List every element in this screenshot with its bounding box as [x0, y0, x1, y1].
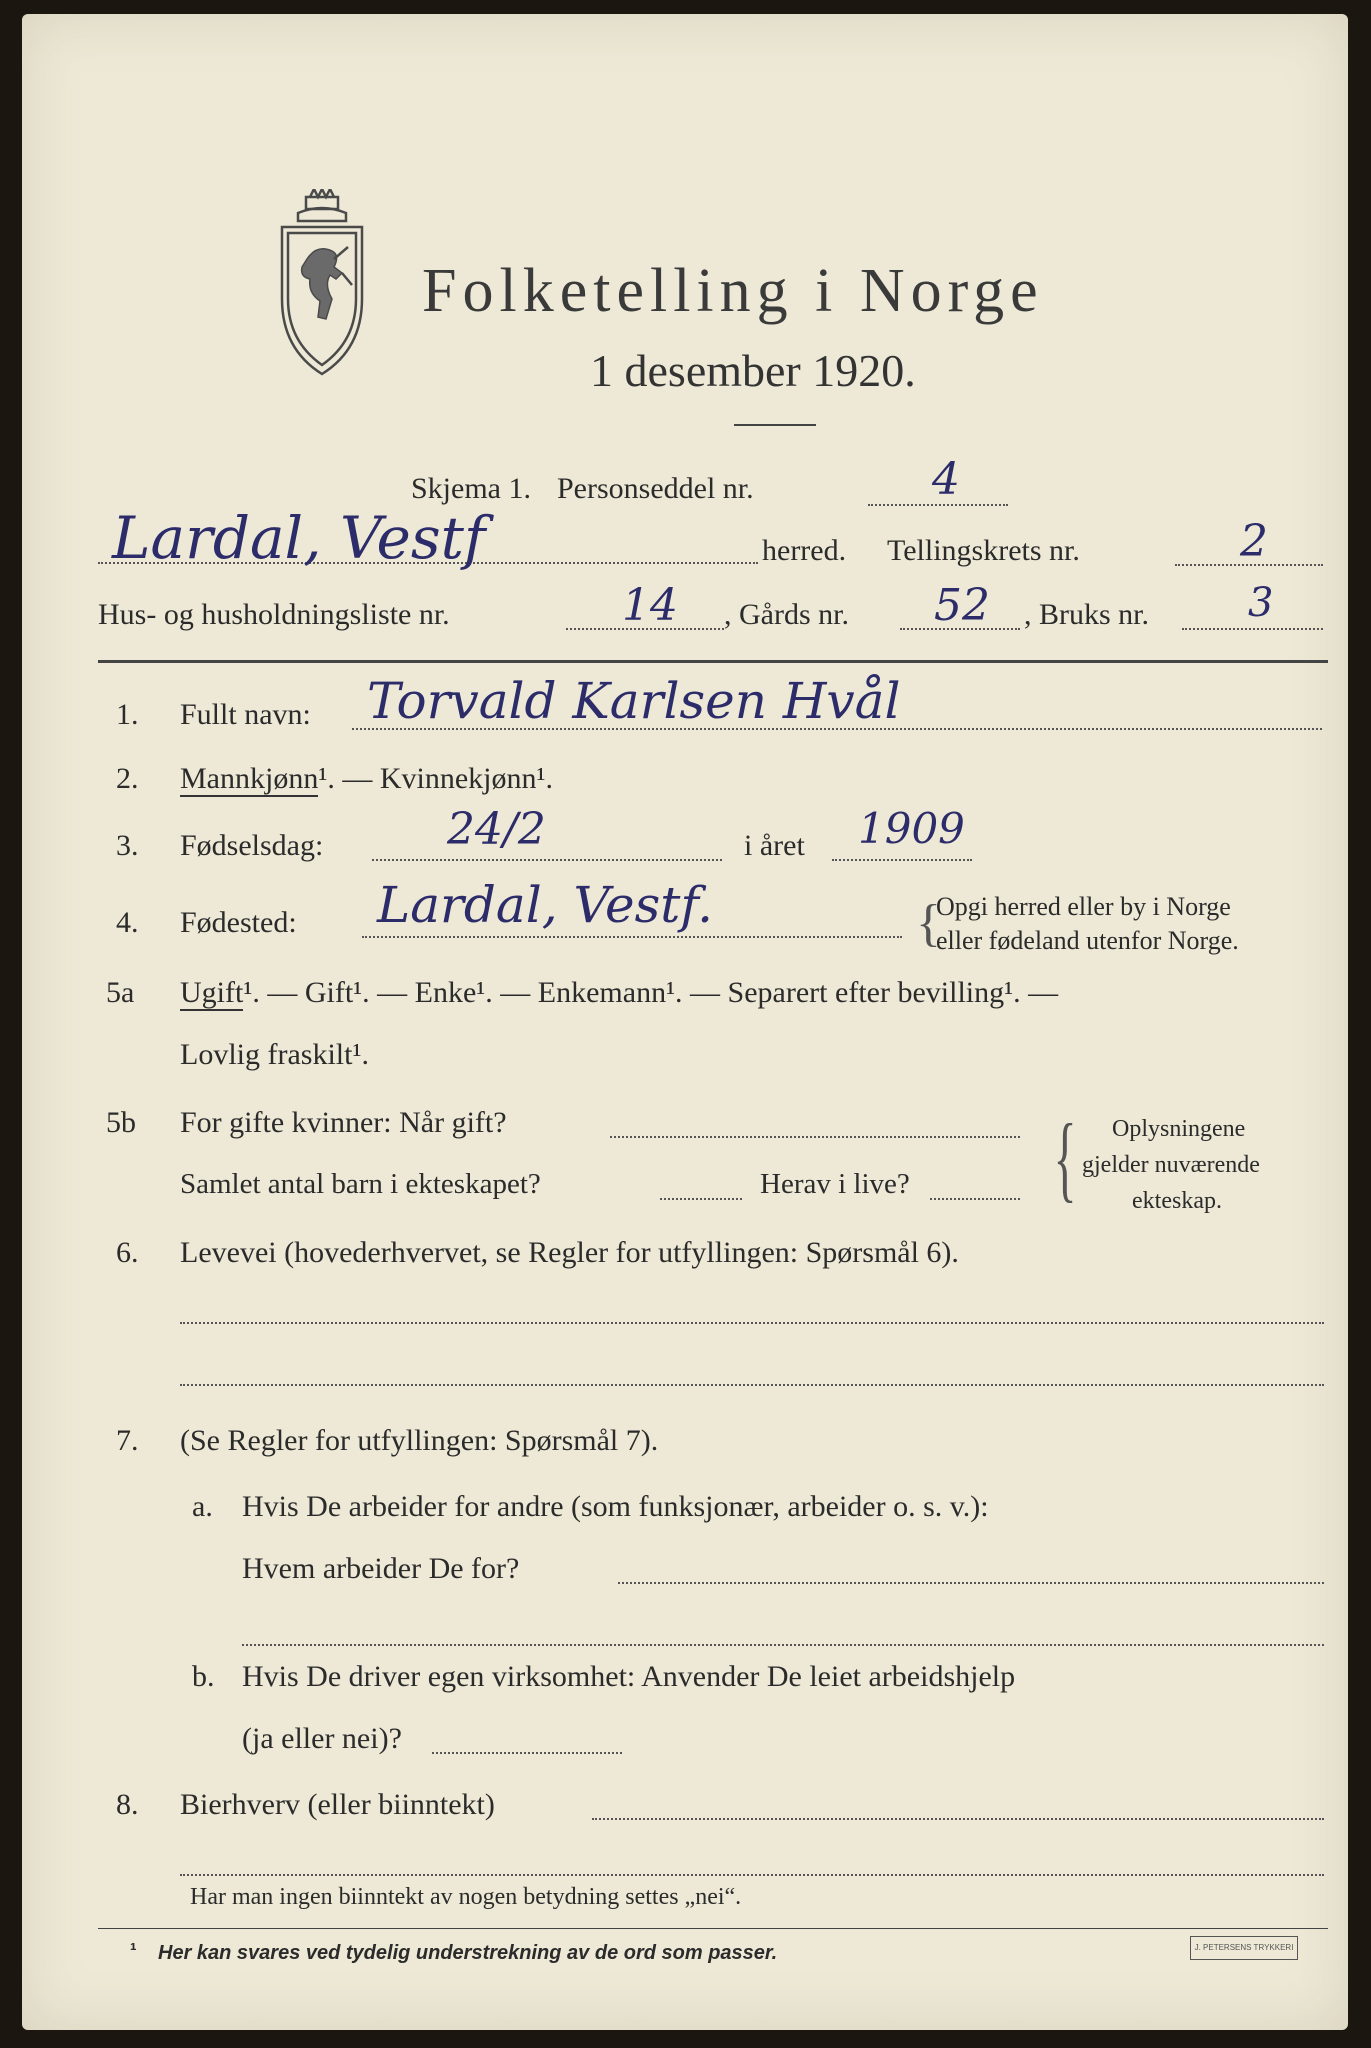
herred-label: herred. [762, 534, 847, 567]
q5a-divorced-option[interactable]: Lovlig fraskilt¹. [180, 1038, 369, 1071]
q5b-note-line3: ekteskap. [1132, 1188, 1222, 1214]
q5b-children-label: Samlet antal barn i ekteskapet? [180, 1168, 541, 1200]
bruks-value[interactable]: 3 [1248, 580, 1274, 626]
q2-number: 2. [116, 762, 139, 795]
q7b-question: Hvis De driver egen virksomhet: Anvender De leiet arbeidshjelp [242, 1660, 1016, 1693]
side-income-field-line2[interactable] [180, 1874, 1324, 1876]
q3-label: Fødselsdag: [180, 829, 324, 862]
q7a-question: Hvis De arbeider for andre (som funksjonær, arbeider o. s. v.): [242, 1490, 989, 1523]
side-income-field[interactable] [592, 1818, 1324, 1820]
hired-help-field[interactable] [432, 1752, 622, 1754]
married-when-field[interactable] [610, 1136, 1020, 1138]
q5b-brace: { [1053, 1104, 1077, 1211]
printer-stamp: J. PETERSENS TRYKKERI [1190, 1936, 1298, 1960]
page-title: Folketelling i Norge [422, 257, 1044, 325]
q4-label: Fødested: [180, 906, 297, 939]
q7-label: (Se Regler for utfyllingen: Spørsmål 7). [180, 1424, 659, 1457]
occupation-field-line2[interactable] [180, 1384, 1324, 1386]
q1-number: 1. [116, 698, 139, 731]
q7b-answer-label: (ja eller nei)? [242, 1722, 402, 1755]
employer-field-line2[interactable] [242, 1644, 1324, 1646]
tellingskrets-label: Tellingskrets nr. [887, 534, 1080, 567]
q6-number: 6. [116, 1236, 139, 1269]
birthday-value[interactable]: 24/2 [447, 804, 546, 855]
footnote-separator [98, 1928, 1328, 1929]
personseddel-value[interactable]: 4 [932, 454, 960, 505]
q4-number: 4. [116, 906, 139, 939]
full-name-value[interactable]: Torvald Karlsen Hvål [367, 672, 901, 730]
male-option[interactable]: Mannkjønn [180, 762, 319, 795]
tellingskrets-value[interactable]: 2 [1240, 516, 1268, 567]
female-option[interactable]: Kvinnekjønn¹. [379, 762, 553, 795]
hus-value[interactable]: 14 [622, 580, 678, 631]
ugift-option[interactable]: Ugift [180, 976, 244, 1009]
q5b-note-line2: gjelder nuværende [1082, 1152, 1260, 1178]
birth-year-value[interactable]: 1909 [858, 804, 965, 853]
footnote-text: Her kan svares ved tydelig understrekning av de ord som passer. [158, 1942, 778, 1964]
children-count-field[interactable] [660, 1198, 742, 1200]
census-form-sheet [22, 14, 1348, 2030]
census-date: 1 desember 1920. [590, 345, 916, 396]
q4-note-line2: eller fødeland utenfor Norge. [936, 926, 1239, 955]
personseddel-label: Personseddel nr. [557, 472, 754, 505]
q7a-letter: a. [192, 1490, 213, 1523]
q7b-letter: b. [192, 1660, 215, 1693]
q8-number: 8. [116, 1788, 139, 1821]
q5a-number: 5a [106, 976, 135, 1009]
employer-field[interactable] [618, 1582, 1324, 1584]
coat-of-arms-icon [262, 189, 382, 379]
q7a-employer-label: Hvem arbeider De for? [242, 1552, 520, 1585]
q5b-note-line1: Oplysningene [1112, 1116, 1246, 1142]
hus-label: Hus- og husholdningsliste nr. [98, 598, 450, 631]
q2-separator: ¹. — [318, 762, 380, 795]
q7-number: 7. [116, 1424, 139, 1457]
q4-note-line1: Opgi herred eller by i Norge [936, 892, 1231, 921]
herred-value[interactable]: Lardal, Vestf [112, 504, 486, 572]
q2-options [180, 762, 553, 796]
q5b-alive-label: Herav i live? [760, 1168, 910, 1200]
q8-note: Har man ingen biinntekt av nogen betydning settes „nei“. [190, 1884, 742, 1910]
occupation-field-line1[interactable] [180, 1322, 1324, 1324]
birthplace-field[interactable] [362, 936, 902, 938]
header-separator [98, 660, 1328, 663]
footnote-mark: ¹ [130, 1940, 137, 1962]
q5a-options [180, 976, 1058, 1010]
q3-year-label: i året [744, 829, 805, 862]
birthplace-value[interactable]: Lardal, Vestf. [377, 876, 713, 934]
q1-label: Fullt navn: [180, 698, 311, 731]
birthday-field[interactable] [372, 859, 722, 861]
birth-year-field[interactable] [832, 859, 972, 861]
skjema-label: Skjema 1. [411, 472, 531, 505]
gards-label: , Gårds nr. [724, 598, 849, 631]
bruks-label: , Bruks nr. [1024, 598, 1150, 631]
q5a-other-options[interactable]: ¹. — Gift¹. — Enke¹. — Enkemann¹. — Separert efter bevilling¹. — [243, 976, 1059, 1009]
bruks-field[interactable] [1182, 628, 1323, 630]
q5b-label: For gifte kvinner: Når gift? [180, 1106, 507, 1139]
children-alive-field[interactable] [930, 1198, 1020, 1200]
q6-label: Levevei (hovederhvervet, se Regler for utfyllingen: Spørsmål 6). [180, 1236, 959, 1269]
gards-value[interactable]: 52 [934, 580, 990, 631]
q4-brace: { [916, 895, 941, 952]
q5b-number: 5b [106, 1106, 136, 1139]
q8-label: Bierhverv (eller biinntekt) [180, 1788, 495, 1821]
title-divider [734, 424, 816, 426]
q3-number: 3. [116, 829, 139, 862]
